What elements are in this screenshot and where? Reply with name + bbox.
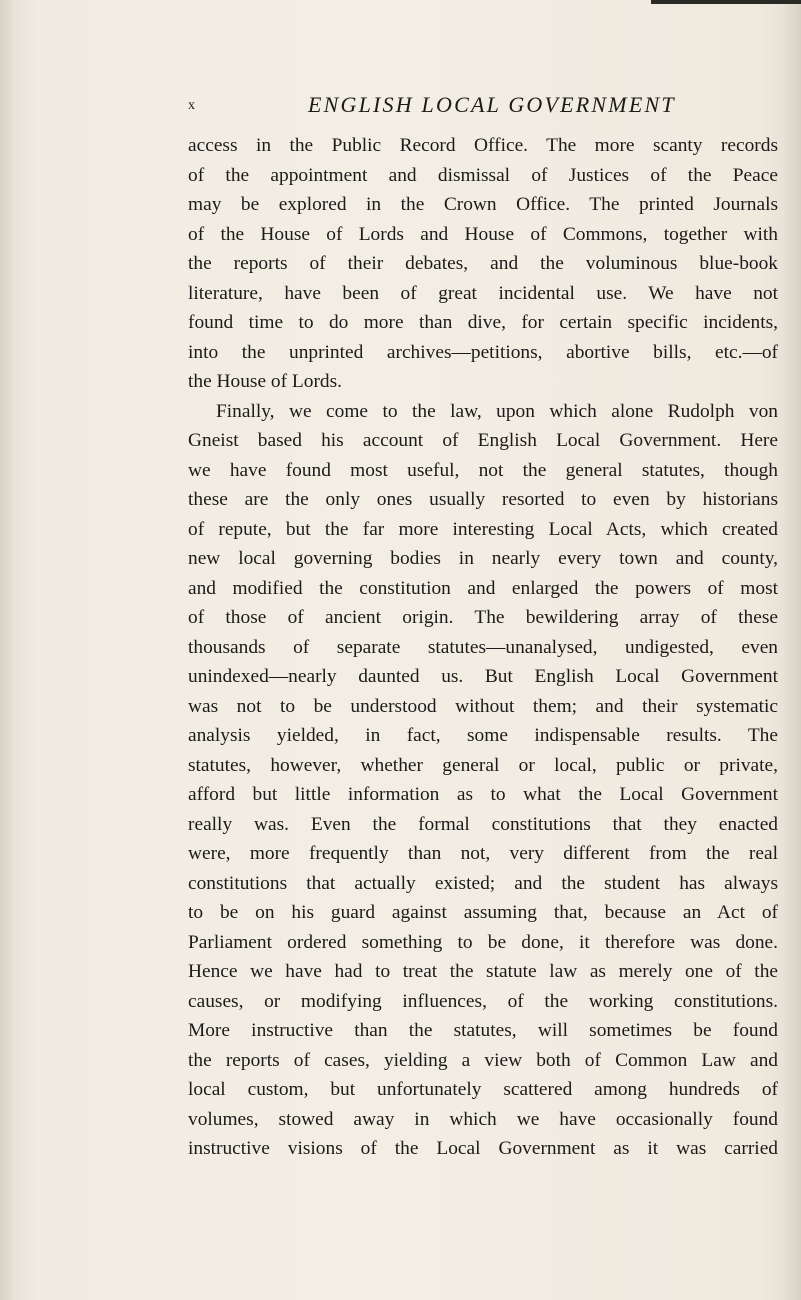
text-line: instructive visions of the Local Government as it was carried <box>188 1138 778 1159</box>
text-line: unindexed—nearly daunted us. But English Local Government <box>188 666 778 687</box>
text-line: really was. Even the formal constitutions that they enacted <box>188 813 778 835</box>
text-line: access in the Public Record Office. The more scanty records <box>188 135 778 156</box>
text-line: Gneist based his account of English Local Government. Here <box>188 430 778 451</box>
text-line: into the unprinted archives—petitions, abortive bills, etc.—of <box>188 341 778 363</box>
paragraph-2 <box>188 397 778 1164</box>
text-line: the reports of cases, yielding a view both of Common Law and <box>188 1049 778 1071</box>
text-line: and modified the constitution and enlarged the powers of most <box>188 577 778 599</box>
text-line: may be explored in the Crown Office. The printed Journals <box>188 194 778 215</box>
page-gutter-shadow <box>0 0 14 1300</box>
paragraph-1 <box>188 131 778 397</box>
text-line: literature, have been of great incidental use. We have not <box>188 282 778 304</box>
text-line: was not to be understood without them; and their systematic <box>188 695 778 717</box>
text-line: of repute, but the far more interesting Local Acts, which created <box>188 518 778 540</box>
text-line: constitutions that actually existed; and the student has always <box>188 872 778 894</box>
text-line: of the House of Lords and House of Commons, together with <box>188 223 778 245</box>
page-header <box>188 92 778 122</box>
text-line: we have found most useful, not the general statutes, though <box>188 459 778 481</box>
text-line: to be on his guard against assuming that, because an Act of <box>188 902 778 923</box>
text-line: Hence we have had to treat the statute law as merely one of the <box>188 961 778 982</box>
text-line: statutes, however, whether general or local, public or private, <box>188 754 778 776</box>
page-edge-shadow <box>783 0 801 1300</box>
top-edge-mark <box>651 0 801 4</box>
text-line: afford but little information as to what the Local Government <box>188 784 778 805</box>
body-text <box>188 131 778 1164</box>
text-line: volumes, stowed away in which we have occasionally found <box>188 1108 778 1130</box>
text-line: found time to do more than dive, for certain specific incidents, <box>188 312 778 333</box>
text-line: Parliament ordered something to be done, it therefore was done. <box>188 931 778 953</box>
page-number: x <box>188 98 196 113</box>
text-line: More instructive than the statutes, will sometimes be found <box>188 1020 778 1041</box>
text-line: of the appointment and dismissal of Justices of the Peace <box>188 164 778 186</box>
text-line: were, more frequently than not, very different from the real <box>188 843 778 864</box>
text-line: of those of ancient origin. The bewildering array of these <box>188 607 778 628</box>
running-title: ENGLISH LOCAL GOVERNMENT <box>308 92 676 117</box>
text-line: local custom, but unfortunately scattered among hundreds of <box>188 1079 778 1100</box>
text-line: the reports of their debates, and the voluminous blue-book <box>188 253 778 274</box>
text-line: thousands of separate statutes—unanalysed, undigested, even <box>188 636 778 658</box>
text-line: causes, or modifying influences, of the working constitutions. <box>188 990 778 1012</box>
text-line: new local governing bodies in nearly every town and county, <box>188 548 778 569</box>
text-line: analysis yielded, in fact, some indispensable results. The <box>188 725 778 746</box>
text-line: Finally, we come to the law, upon which alone Rudolph von <box>216 400 778 422</box>
text-line: the House of Lords. <box>188 371 343 392</box>
text-line: these are the only ones usually resorted to even by historians <box>188 489 778 510</box>
